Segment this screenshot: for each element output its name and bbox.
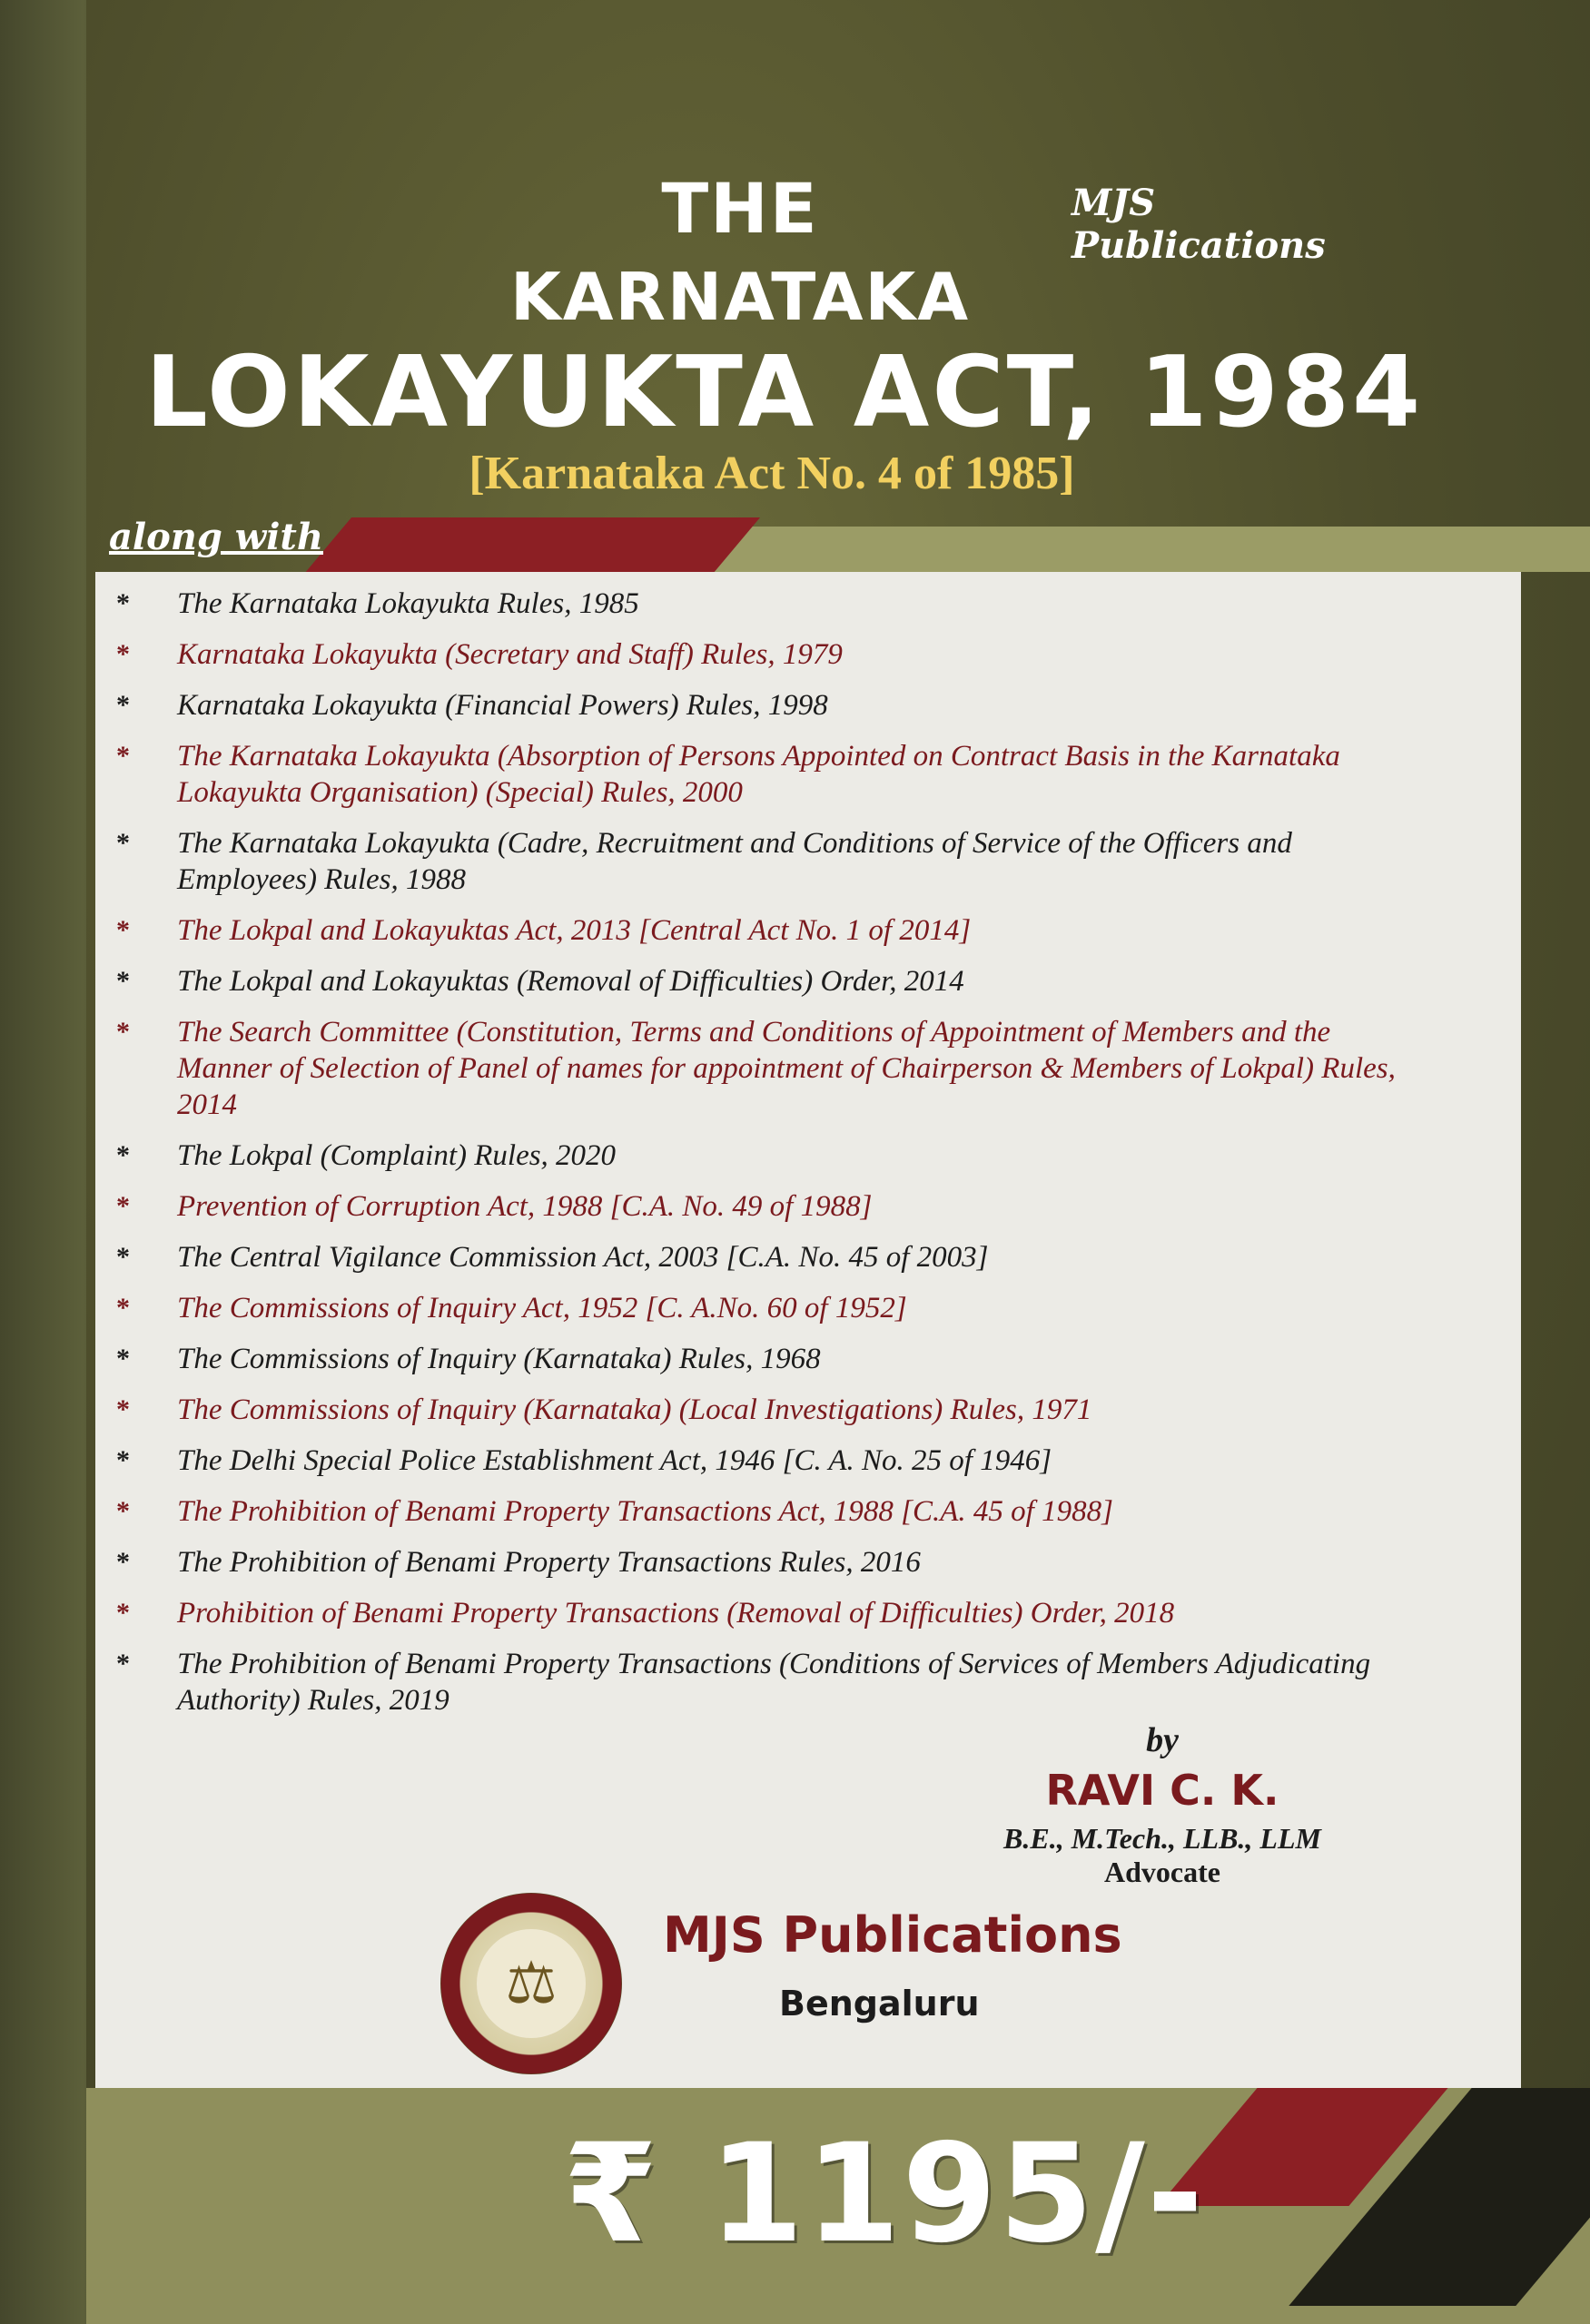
bullet-asterisk: * [116,741,130,771]
list-item-text: The Central Vigilance Commission Act, 2003 [C.A. No. 45 of 2003] [177,1241,989,1274]
list-item-text: Prohibition of Benami Property Transactions (Removal of Difficulties) Order, 2018 [177,1597,1175,1630]
list-item [109,1493,1407,1530]
bullet-asterisk: * [116,1344,130,1374]
publisher-logo [440,1893,622,2074]
list-item [109,1188,1407,1225]
list-item [109,825,1407,898]
list-item [109,1646,1407,1718]
list-item-text: The Prohibition of Benami Property Transactions Rules, 2016 [177,1546,921,1579]
list-item-text: Prevention of Corruption Act, 1988 [C.A. No. 49 of 1988] [177,1190,873,1223]
contents-list [109,586,1407,1733]
author-role: Advocate [1104,1856,1220,1888]
list-item-text: The Prohibition of Benami Property Transactions Act, 1988 [C.A. 45 of 1988] [177,1495,1113,1528]
list-item-text: The Commissions of Inquiry (Karnataka) (Local Investigations) Rules, 1971 [177,1393,1092,1426]
bullet-asterisk: * [116,1547,130,1577]
list-item [109,687,1407,724]
list-item-text: The Lokpal and Lokayuktas (Removal of Difficulties) Order, 2014 [177,965,964,998]
bullet-asterisk: * [116,1191,130,1221]
list-item-text: The Commissions of Inquiry Act, 1952 [C. A.No. 60 of 1952] [177,1292,907,1324]
bullet-asterisk: * [116,1394,130,1424]
bullet-asterisk: * [116,966,130,996]
bullet-asterisk: * [116,1496,130,1526]
list-item-text: The Search Committee (Constitution, Terms and Conditions of Appointment of Members and the Manner of Selection of Panel of names for appointment of Chairperson & Members of Lokpal) Rules, 2014 [177,1016,1396,1121]
list-item-text: Karnataka Lokayukta (Secretary and Staff) Rules, 1979 [177,638,843,671]
bullet-asterisk: * [116,1445,130,1475]
list-item-text: The Prohibition of Benami Property Transactions (Conditions of Services of Members Adjudicating Authority) Rules, 2019 [177,1648,1371,1717]
list-item-text: The Karnataka Lokayukta (Absorption of Persons Appointed on Contract Basis in the Karnataka Lokayukta Organisation) (Special) Rules, 2000 [177,740,1340,809]
list-item [109,1290,1407,1326]
list-item-text: The Lokpal and Lokayuktas Act, 2013 [Central Act No. 1 of 2014] [177,914,972,947]
list-item-text: Karnataka Lokayukta (Financial Powers) Rules, 1998 [177,689,828,722]
bullet-asterisk: * [116,828,130,858]
list-item [109,1341,1407,1377]
list-item [109,1239,1407,1275]
list-item [109,1595,1407,1631]
by-label: by [1146,1721,1179,1759]
price-label: ₹ 1195/- [563,2115,1206,2273]
list-item-text: The Karnataka Lokayukta (Cadre, Recruitment and Conditions of Service of the Officers and Employees) Rules, 1988 [177,827,1292,896]
bullet-asterisk: * [116,1293,130,1323]
bullet-asterisk: * [116,639,130,669]
title-main: LOKAYUKTA ACT, 1984 [145,336,1424,449]
bullet-asterisk: * [116,1017,130,1047]
list-item [109,1014,1407,1123]
bullet-asterisk: * [116,1649,130,1679]
author-name: RAVI C. K. [1045,1766,1279,1815]
list-item [109,1443,1407,1479]
bullet-asterisk: * [116,915,130,945]
bullet-asterisk: * [116,588,130,618]
bullet-asterisk: * [116,690,130,720]
subtitle: [Karnataka Act No. 4 of 1985] [469,448,1075,499]
bullet-asterisk: * [116,1242,130,1272]
list-item [109,586,1407,622]
bullet-asterisk: * [116,1140,130,1170]
title-the: THE [661,168,819,249]
publisher-city: Bengaluru [779,1984,980,2024]
along-with-label: along with [109,516,323,558]
list-item [109,1137,1407,1174]
decor-band-red [300,517,760,579]
list-item [109,963,1407,1000]
title-karnataka: KARNATAKA [509,259,971,335]
list-item [109,738,1407,811]
scales-of-justice-icon: ⚖ [477,1929,586,2038]
author-degrees: B.E., M.Tech., LLB., LLM [1003,1822,1321,1855]
list-item [109,636,1407,673]
list-item-text: The Delhi Special Police Establishment Act, 1946 [C. A. No. 25 of 1946] [177,1444,1052,1477]
decor-band-olive [654,527,1590,572]
author-block [890,1720,1435,1889]
bullet-asterisk: * [116,1598,130,1628]
list-item-text: The Lokpal (Complaint) Rules, 2020 [177,1139,617,1172]
publisher-name: MJS Publications [663,1906,1122,1964]
list-item [109,912,1407,949]
publisher-top-label: MJS Publications [1072,182,1326,267]
list-item [109,1544,1407,1581]
list-item [109,1392,1407,1428]
list-item-text: The Karnataka Lokayukta Rules, 1985 [177,587,639,620]
list-item-text: The Commissions of Inquiry (Karnataka) Rules, 1968 [177,1343,821,1375]
